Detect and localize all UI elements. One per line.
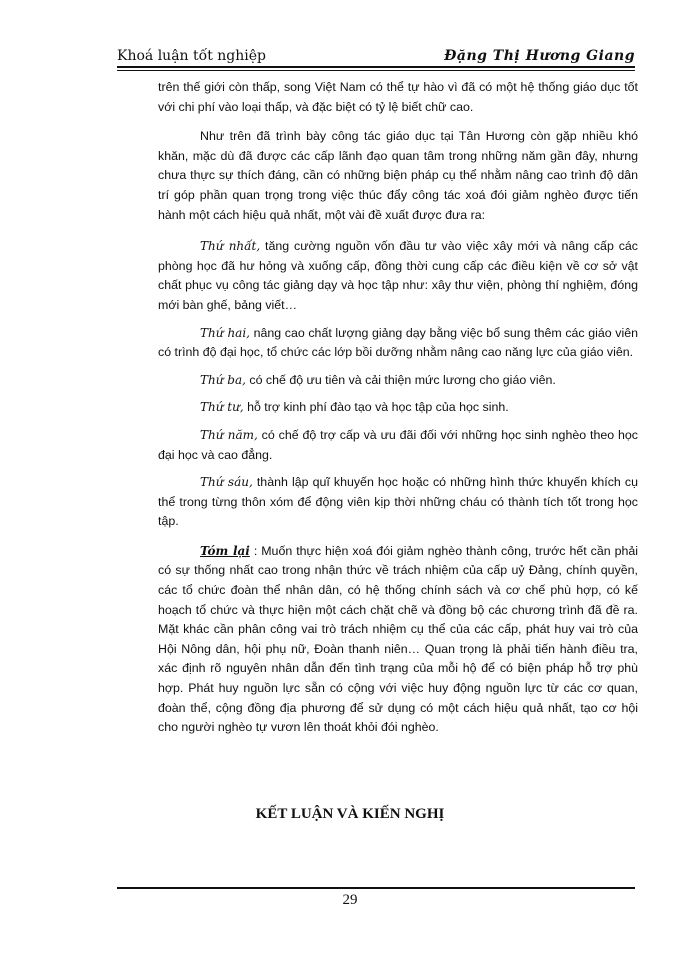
header-author: Đặng Thị Hương Giang xyxy=(444,48,635,64)
list-item-lead: Thứ năm, xyxy=(200,427,258,442)
list-item-text: có chế độ ưu tiên và cải thiện mức lương cho giáo viên. xyxy=(245,372,556,387)
list-item-first xyxy=(158,237,638,315)
header-divider-thin xyxy=(117,70,635,71)
page-header xyxy=(117,44,635,68)
summary-text: : Muốn thực hiện xoá đói giảm nghèo thành công, trước hết cần phải có sự thống nhất cao trong nhận thức về trách nhiệm của cấp uỷ Đảng, chính quyền, các tổ chức đoàn thể nhân dân, có hệ thống chính sách và cơ chế phù hợp, có kế hoạch tổ chức và thực hiện một cách chặt chẽ và đồng bộ các chương trình đã đề ra. Mặt khác cần phân công vai trò trách nhiệm cụ thể của các cấp, phát huy vai trò của Hội Nông dân, hội phụ nữ, Đoàn thanh niên… Quan trọng là phải tiến hành điều tra, xác định rõ nguyên nhân dẫn đến tình trạng của mỗi hộ để có biện pháp hỗ trợ phù hợp. Phát huy nguồn lực sẵn có cộng với việc huy động nguồn lực từ các cơ quan, đoàn thể, cộng đồng địa phương để sử dụng có một cách hiệu quả nhất, tạo cơ hội cho người nghèo tự vươn lên thoát khỏi đói nghèo. xyxy=(158,543,639,735)
list-item-lead: Thứ hai, xyxy=(200,325,250,340)
footer-divider xyxy=(117,887,635,889)
list-item-second xyxy=(158,324,638,363)
list-item-fourth xyxy=(158,398,638,418)
list-item-lead: Thứ nhất, xyxy=(200,239,261,254)
paragraph-continuation: trên thế giới còn thấp, song Việt Nam có thể tự hào vì đã có một hệ thống giáo dục tốt với chi phí vào loại thấp, và đặc biệt có tỷ lệ biết chữ cao. xyxy=(158,80,638,114)
list-item-lead: Thứ ba, xyxy=(200,372,246,387)
list-item-text: thành lập quĩ khuyến học hoặc có những hình thức khuyến khích cụ thể trong từng thôn xóm để động viên kịp thời những cháu có thành tích tốt trong học tập. xyxy=(158,475,638,529)
list-item-lead: Thứ tư, xyxy=(200,400,244,415)
paragraph-summary xyxy=(158,542,638,738)
summary-lead: Tóm lại xyxy=(200,543,250,558)
list-item-text: hỗ trợ kinh phí đào tạo và học tập của học sinh. xyxy=(243,400,509,415)
header-document-type: Khoá luận tốt nghiệp xyxy=(117,48,266,64)
page-number: 29 xyxy=(342,892,358,908)
header-divider xyxy=(117,66,635,68)
list-item-sixth xyxy=(158,473,638,532)
section-heading: KẾT LUẬN VÀ KIẾN NGHỊ xyxy=(255,806,445,822)
paragraph-intro: Như trên đã trình bày công tác giáo dục tại Tân Hương còn gặp nhiều khó khăn, mặc dù đã được các cấp lãnh đạo quan tâm trong những năm gần đây, nhưng chưa thực sự thích đáng, cần có những biện pháp cụ thể nhằm nâng cao trình độ dân trí góp phần quan trọng trong việc thúc đẩy công tác xoá đói giảm nghèo được tiến hành một cách hiệu quả nhất, một vài đề xuất được đưa ra: xyxy=(158,129,638,222)
list-item-text: nâng cao chất lượng giảng dạy bằng việc bổ sung thêm các giáo viên có trình độ đại học, tổ chức các lớp bồi dưỡng nhằm nâng cao năng lực của giáo viên. xyxy=(158,325,639,360)
list-item-text: có chế độ trợ cấp và ưu đãi đối với những học sinh nghèo theo học đại học và cao đẳng. xyxy=(158,427,638,462)
list-item-third xyxy=(158,371,638,391)
list-item-text: tăng cường nguồn vốn đầu tư vào việc xây mới và nâng cấp các phòng học đã hư hỏng và xuống cấp, đồng thời cung cấp các điều kiện về cơ sở vật chất phục vụ công tác giảng dạy và học tập như: xây thư viện, phòng thí nghiệm, đóng mới bàn ghế, bảng viết… xyxy=(158,239,638,312)
list-item-fifth xyxy=(158,426,638,465)
body-text xyxy=(158,78,638,746)
list-item-lead: Thứ sáu, xyxy=(200,475,253,490)
